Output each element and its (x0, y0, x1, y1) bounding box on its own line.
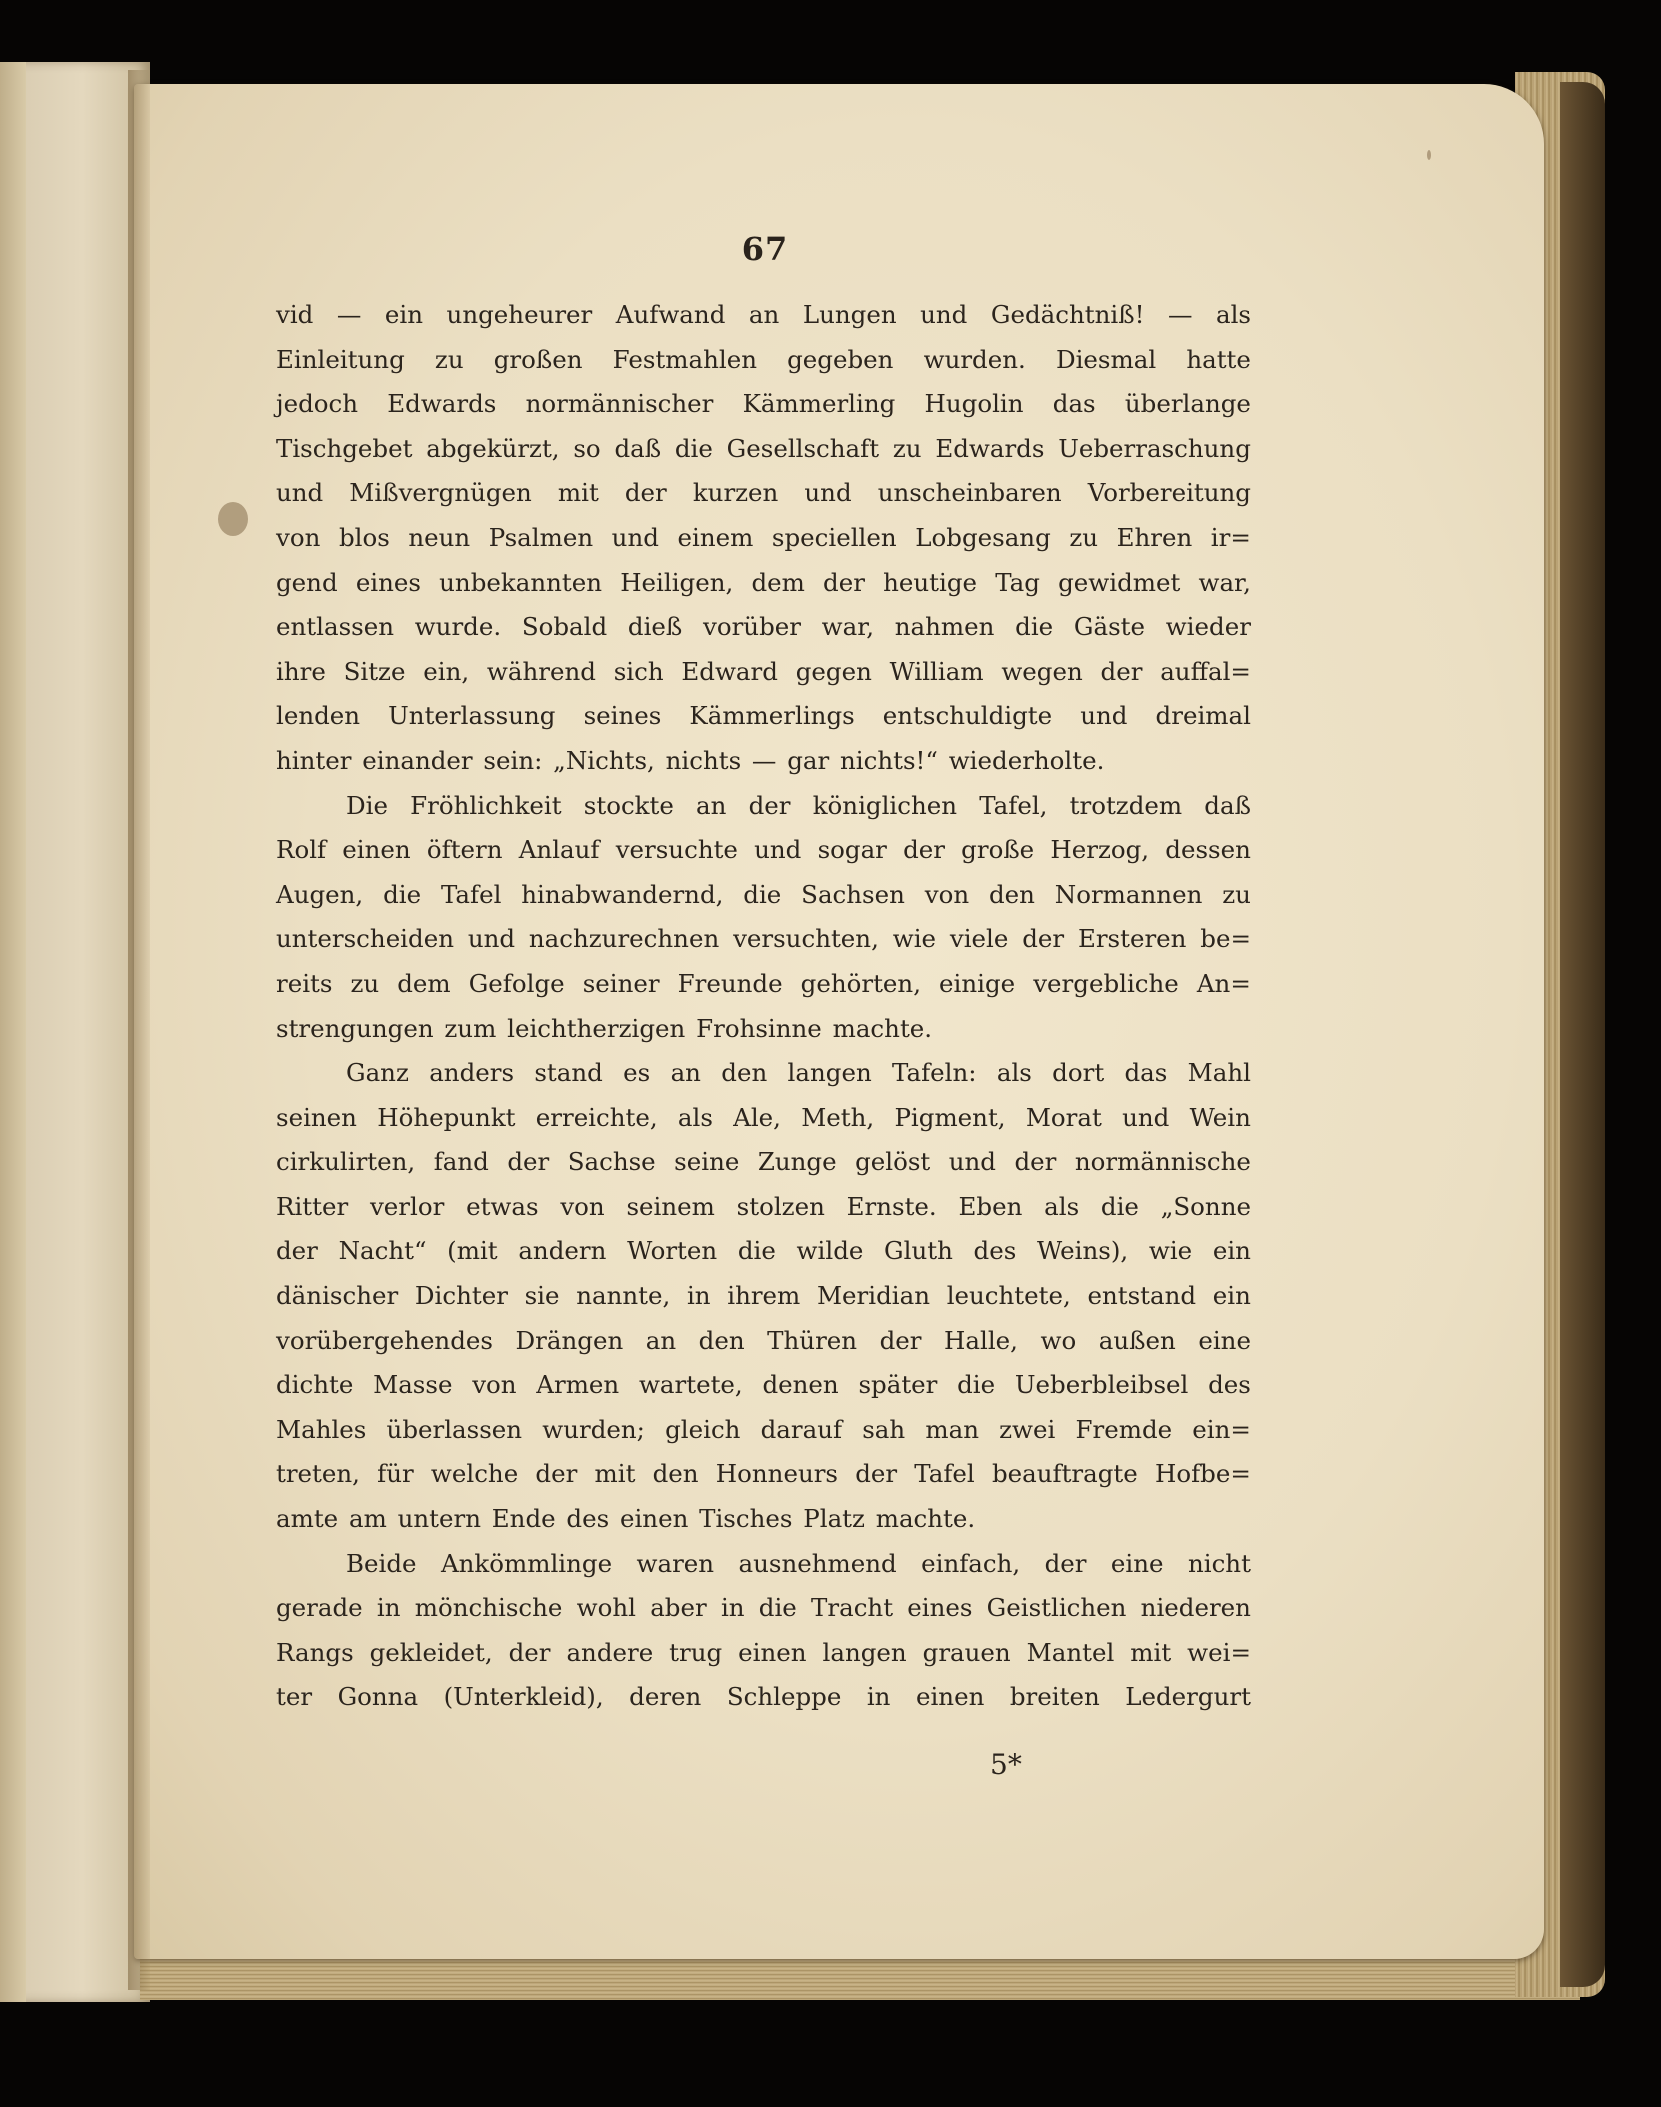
text-line: Die Fröhlichkeit stockte an der königlichen Tafel, trotzdem daß (346, 790, 1251, 820)
text-line: gerade in mönchische wohl aber in die Tracht eines Geistlichen niederen (276, 1593, 1251, 1623)
ink-dot (1427, 150, 1431, 160)
text-line: der Nacht“ (mit andern Worten die wilde Gluth des Weins), wie ein (276, 1236, 1251, 1266)
text-line: gend eines unbekannten Heiligen, dem der heutige Tag gewidmet war, (276, 567, 1251, 597)
text-line: vorübergehendes Drängen an den Thüren der Halle, wo außen eine (276, 1325, 1251, 1355)
text-line: seinen Höhepunkt erreichte, als Ale, Meth, Pigment, Morat und Wein (276, 1102, 1251, 1132)
text-line: Mahles überlassen wurden; gleich darauf sah man zwei Fremde ein= (276, 1414, 1251, 1444)
page-stack-bottom (140, 1955, 1580, 2000)
stain-mark (218, 502, 248, 536)
text-line: unterscheiden und nachzurechnen versuchten, wie viele der Ersteren be= (276, 924, 1251, 954)
text-line: reits zu dem Gefolge seiner Freunde gehörten, einige vergebliche An= (276, 968, 1251, 998)
text-line: von blos neun Psalmen und einem speciellen Lobgesang zu Ehren ir= (276, 522, 1251, 552)
text-line: amte am untern Ende des einen Tisches Platz machte. (276, 1504, 976, 1534)
text-line: Augen, die Tafel hinabwandernd, die Sachsen von den Normannen zu (276, 879, 1251, 909)
body-text (276, 293, 1251, 1720)
text-line: cirkulirten, fand der Sachse seine Zunge gelöst und der normännische (276, 1147, 1251, 1177)
text-line: vid — ein ungeheurer Aufwand an Lungen und Gedächtniß! — als (276, 300, 1251, 329)
spine-gutter (128, 70, 150, 1990)
text-line: strengungen zum leichtherzigen Frohsinne machte. (276, 1013, 933, 1043)
text-line: dänischer Dichter sie nannte, in ihrem Meridian leuchtete, entstand ein (276, 1281, 1251, 1311)
text-line: Ganz anders stand es an den langen Tafeln: als dort das Mahl (346, 1058, 1251, 1088)
text-line: jedoch Edwards normännischer Kämmerling Hugolin das überlange (276, 389, 1251, 419)
text-line: Einleitung zu großen Festmahlen gegeben wurden. Diesmal hatte (276, 344, 1251, 374)
text-line: dichte Masse von Armen wartete, denen später die Ueberbleibsel des (276, 1370, 1251, 1400)
page-number: 67 (741, 230, 789, 268)
text-line: entlassen wurde. Sobald dieß vorüber war, nahmen die Gäste wieder (276, 612, 1251, 642)
text-line: Rangs gekleidet, der andere trug einen langen grauen Mantel mit wei= (276, 1637, 1251, 1667)
text-line: Ritter verlor etwas von seinem stolzen Ernste. Eben als die „Sonne (276, 1191, 1251, 1221)
text-line: Tischgebet abgekürzt, so daß die Gesellschaft zu Edwards Ueberraschung (276, 433, 1251, 463)
book-cover-edge (1560, 82, 1605, 1987)
text-line: Rolf einen öftern Anlauf versuchte und sogar der große Herzog, dessen (276, 835, 1251, 865)
signature-mark: 5* (990, 1748, 1022, 1781)
text-line: Beide Ankömmlinge waren ausnehmend einfach, der eine nicht (346, 1548, 1251, 1578)
text-line: ihre Sitze ein, während sich Edward gegen William wegen der auffal= (276, 656, 1251, 686)
text-line: ter Gonna (Unterkleid), deren Schleppe in einen breiten Ledergurt (276, 1682, 1251, 1712)
text-line: lenden Unterlassung seines Kämmerlings entschuldigte und dreimal (276, 701, 1251, 731)
text-line: treten, für welche der mit den Honneurs der Tafel beauftragte Hofbe= (276, 1459, 1251, 1489)
text-line: und Mißvergnügen mit der kurzen und unscheinbaren Vorbereitung (276, 478, 1251, 508)
text-line: hinter einander sein: „Nichts, nichts — gar nichts!“ wiederholte. (276, 745, 1105, 775)
left-page-edge (0, 62, 26, 2002)
